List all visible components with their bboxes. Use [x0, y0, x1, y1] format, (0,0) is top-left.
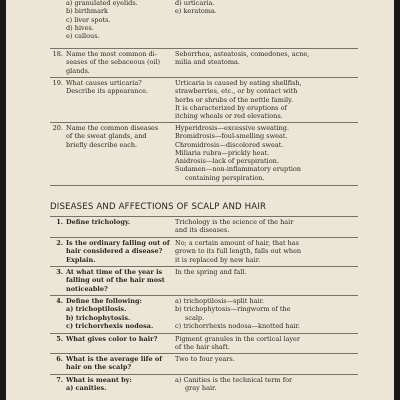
answer-line: herbs or shrubs of the nettle family.	[175, 95, 293, 104]
question-line: What causes urticaria?	[66, 79, 142, 87]
answer-line: Two to four years.	[175, 355, 235, 363]
option-line: a) granulated eyelids.	[66, 0, 138, 7]
answer-line: it is replaced by new hair.	[175, 255, 261, 264]
question-number: 20.	[52, 124, 63, 132]
qa-row-18	[50, 50, 358, 75]
option-line: e) callous.	[66, 32, 100, 41]
question-line: What is meant by:	[66, 376, 132, 384]
qa-row-1	[50, 218, 358, 235]
answer-line: Pigment granules in the cortical layer	[175, 335, 300, 343]
question-line: At what time of the year is	[66, 268, 163, 276]
question-number: 2.	[56, 239, 63, 247]
question-number: 3.	[56, 268, 63, 276]
answer-line: Hyperidrosis—excessive sweating.	[175, 124, 290, 132]
question-line: What is the average life of	[66, 355, 162, 363]
question-number: 19.	[52, 79, 63, 87]
answer-cell	[175, 50, 358, 75]
question-number: 1.	[56, 218, 63, 226]
question-line: What gives color to hair?	[66, 335, 158, 343]
divider	[50, 122, 358, 123]
answer-cell	[175, 124, 358, 182]
question-cell	[50, 124, 175, 182]
question-line: a) canities.	[66, 384, 107, 393]
answer-line: Trichology is the science of the hair	[175, 218, 294, 226]
answer-line: It is characterized by eruptions of	[175, 103, 287, 112]
question-line: a) trichoptilosis.	[66, 305, 127, 314]
qa-row-20	[50, 124, 358, 182]
divider	[50, 216, 358, 217]
divider	[50, 237, 358, 238]
question-line: hair on the scalp?	[66, 363, 132, 372]
question-line: hair considered a disease?	[66, 247, 163, 256]
page-edge-right	[394, 0, 400, 400]
answer-line: of the hair shaft.	[175, 343, 230, 352]
question-cell	[50, 355, 175, 372]
question-cell	[50, 218, 175, 235]
answer-line: d) urticaria.	[175, 0, 215, 7]
question-line: b) trichophytosis.	[66, 313, 131, 322]
answer-cell	[175, 239, 358, 264]
question-line: c) trichorrhexis nodosa.	[66, 321, 154, 330]
question-line: noticeable?	[66, 284, 108, 293]
divider	[50, 48, 358, 49]
question-line: briefly describe each.	[66, 140, 138, 149]
qa-row-3	[50, 268, 358, 293]
answer-cell	[175, 335, 358, 352]
question-line: Is the ordinary falling out of	[66, 239, 170, 247]
question-cell	[50, 50, 175, 75]
option-line: c) liver spots.	[66, 15, 111, 24]
answer-cell	[175, 268, 358, 293]
answer-line: strawberries, etc., or by contact with	[175, 87, 298, 96]
answer-line: Bromidrosis—foul-smelling sweat.	[175, 132, 288, 141]
question-cell	[50, 335, 175, 352]
divider	[50, 185, 358, 186]
divider	[50, 266, 358, 267]
question-line: Name the common diseases	[66, 124, 159, 132]
question-line: Name the most common di-	[66, 50, 157, 58]
option-line: b) birthmark	[66, 7, 108, 16]
page-edge-left	[0, 0, 6, 400]
answer-line: gray hair.	[185, 384, 217, 393]
question-line: Explain.	[66, 255, 96, 264]
question-line: falling out of the hair most	[66, 276, 165, 285]
question-cell	[50, 239, 175, 264]
answer-line: a) Canities is the technical term for	[175, 376, 293, 384]
answer-line: c) trichorrhexis nodosa—knotted hair.	[175, 321, 300, 330]
answer-cell	[175, 0, 358, 40]
answer-line: and its diseases.	[175, 226, 230, 235]
divider	[50, 77, 358, 78]
answer-line: grown to its full length, falls out when	[175, 247, 302, 256]
qa-row-19	[50, 79, 358, 120]
question-cell	[50, 268, 175, 293]
answer-line: Urticaria is caused by eating shellfish,	[175, 79, 302, 87]
question-line: seases of the sebaceous (oil)	[66, 58, 161, 67]
question-cell	[50, 0, 175, 40]
answer-line: Seborrhea, asteatosis, comedones, acne,	[175, 50, 310, 58]
answer-line: b) trichophytosis—ringworm of the	[175, 305, 291, 314]
qa-continuation	[50, 0, 358, 40]
question-number: 7.	[56, 376, 63, 384]
answer-cell	[175, 355, 358, 372]
option-line: d) hives.	[66, 23, 94, 32]
question-line: Define the following:	[66, 297, 142, 305]
answer-line: Sudamen—non-inflammatory eruption	[175, 165, 301, 174]
question-cell	[50, 297, 175, 330]
answer-line: scalp.	[185, 313, 205, 322]
answer-line: milia and steatoma.	[175, 58, 240, 67]
answer-line: e) keratoma.	[175, 7, 217, 16]
answer-line: containing perspiration.	[185, 173, 265, 182]
question-line: Describe its appearance.	[66, 87, 149, 96]
qa-row-5	[50, 335, 358, 352]
question-number: 6.	[56, 355, 63, 363]
question-number: 18.	[52, 50, 63, 58]
divider	[50, 295, 358, 296]
question-line: Define trichology.	[66, 218, 131, 226]
question-cell	[50, 376, 175, 393]
answer-cell	[175, 297, 358, 330]
answer-line: No; a certain amount of hair, that has	[175, 239, 300, 247]
qa-row-6	[50, 355, 358, 372]
question-line: glands.	[66, 66, 90, 75]
answer-cell	[175, 218, 358, 235]
answer-line: Miliaria rubra—prickly heat.	[175, 148, 270, 157]
answer-line: Anidrosis—lack of perspiration.	[175, 157, 279, 166]
answer-line: In the spring and fall.	[175, 268, 247, 276]
answer-cell	[175, 376, 358, 393]
answer-line: Chromidrosis—discolored sweat.	[175, 140, 284, 149]
section-heading: DISEASES AND AFFECTIONS OF SCALP AND HAIR	[50, 202, 267, 212]
qa-row-2	[50, 239, 358, 264]
question-line: of the sweat glands, and	[66, 132, 147, 141]
question-number: 4.	[56, 297, 63, 305]
qa-row-7	[50, 376, 358, 393]
divider	[50, 353, 358, 354]
answer-line: itching wheals or red elevations.	[175, 112, 283, 121]
divider	[50, 374, 358, 375]
question-number: 5.	[56, 335, 63, 343]
qa-row-4	[50, 297, 358, 330]
divider	[50, 333, 358, 334]
answer-line: a) trichoptilosis—split hair.	[175, 297, 265, 305]
question-cell	[50, 79, 175, 120]
answer-cell	[175, 79, 358, 120]
